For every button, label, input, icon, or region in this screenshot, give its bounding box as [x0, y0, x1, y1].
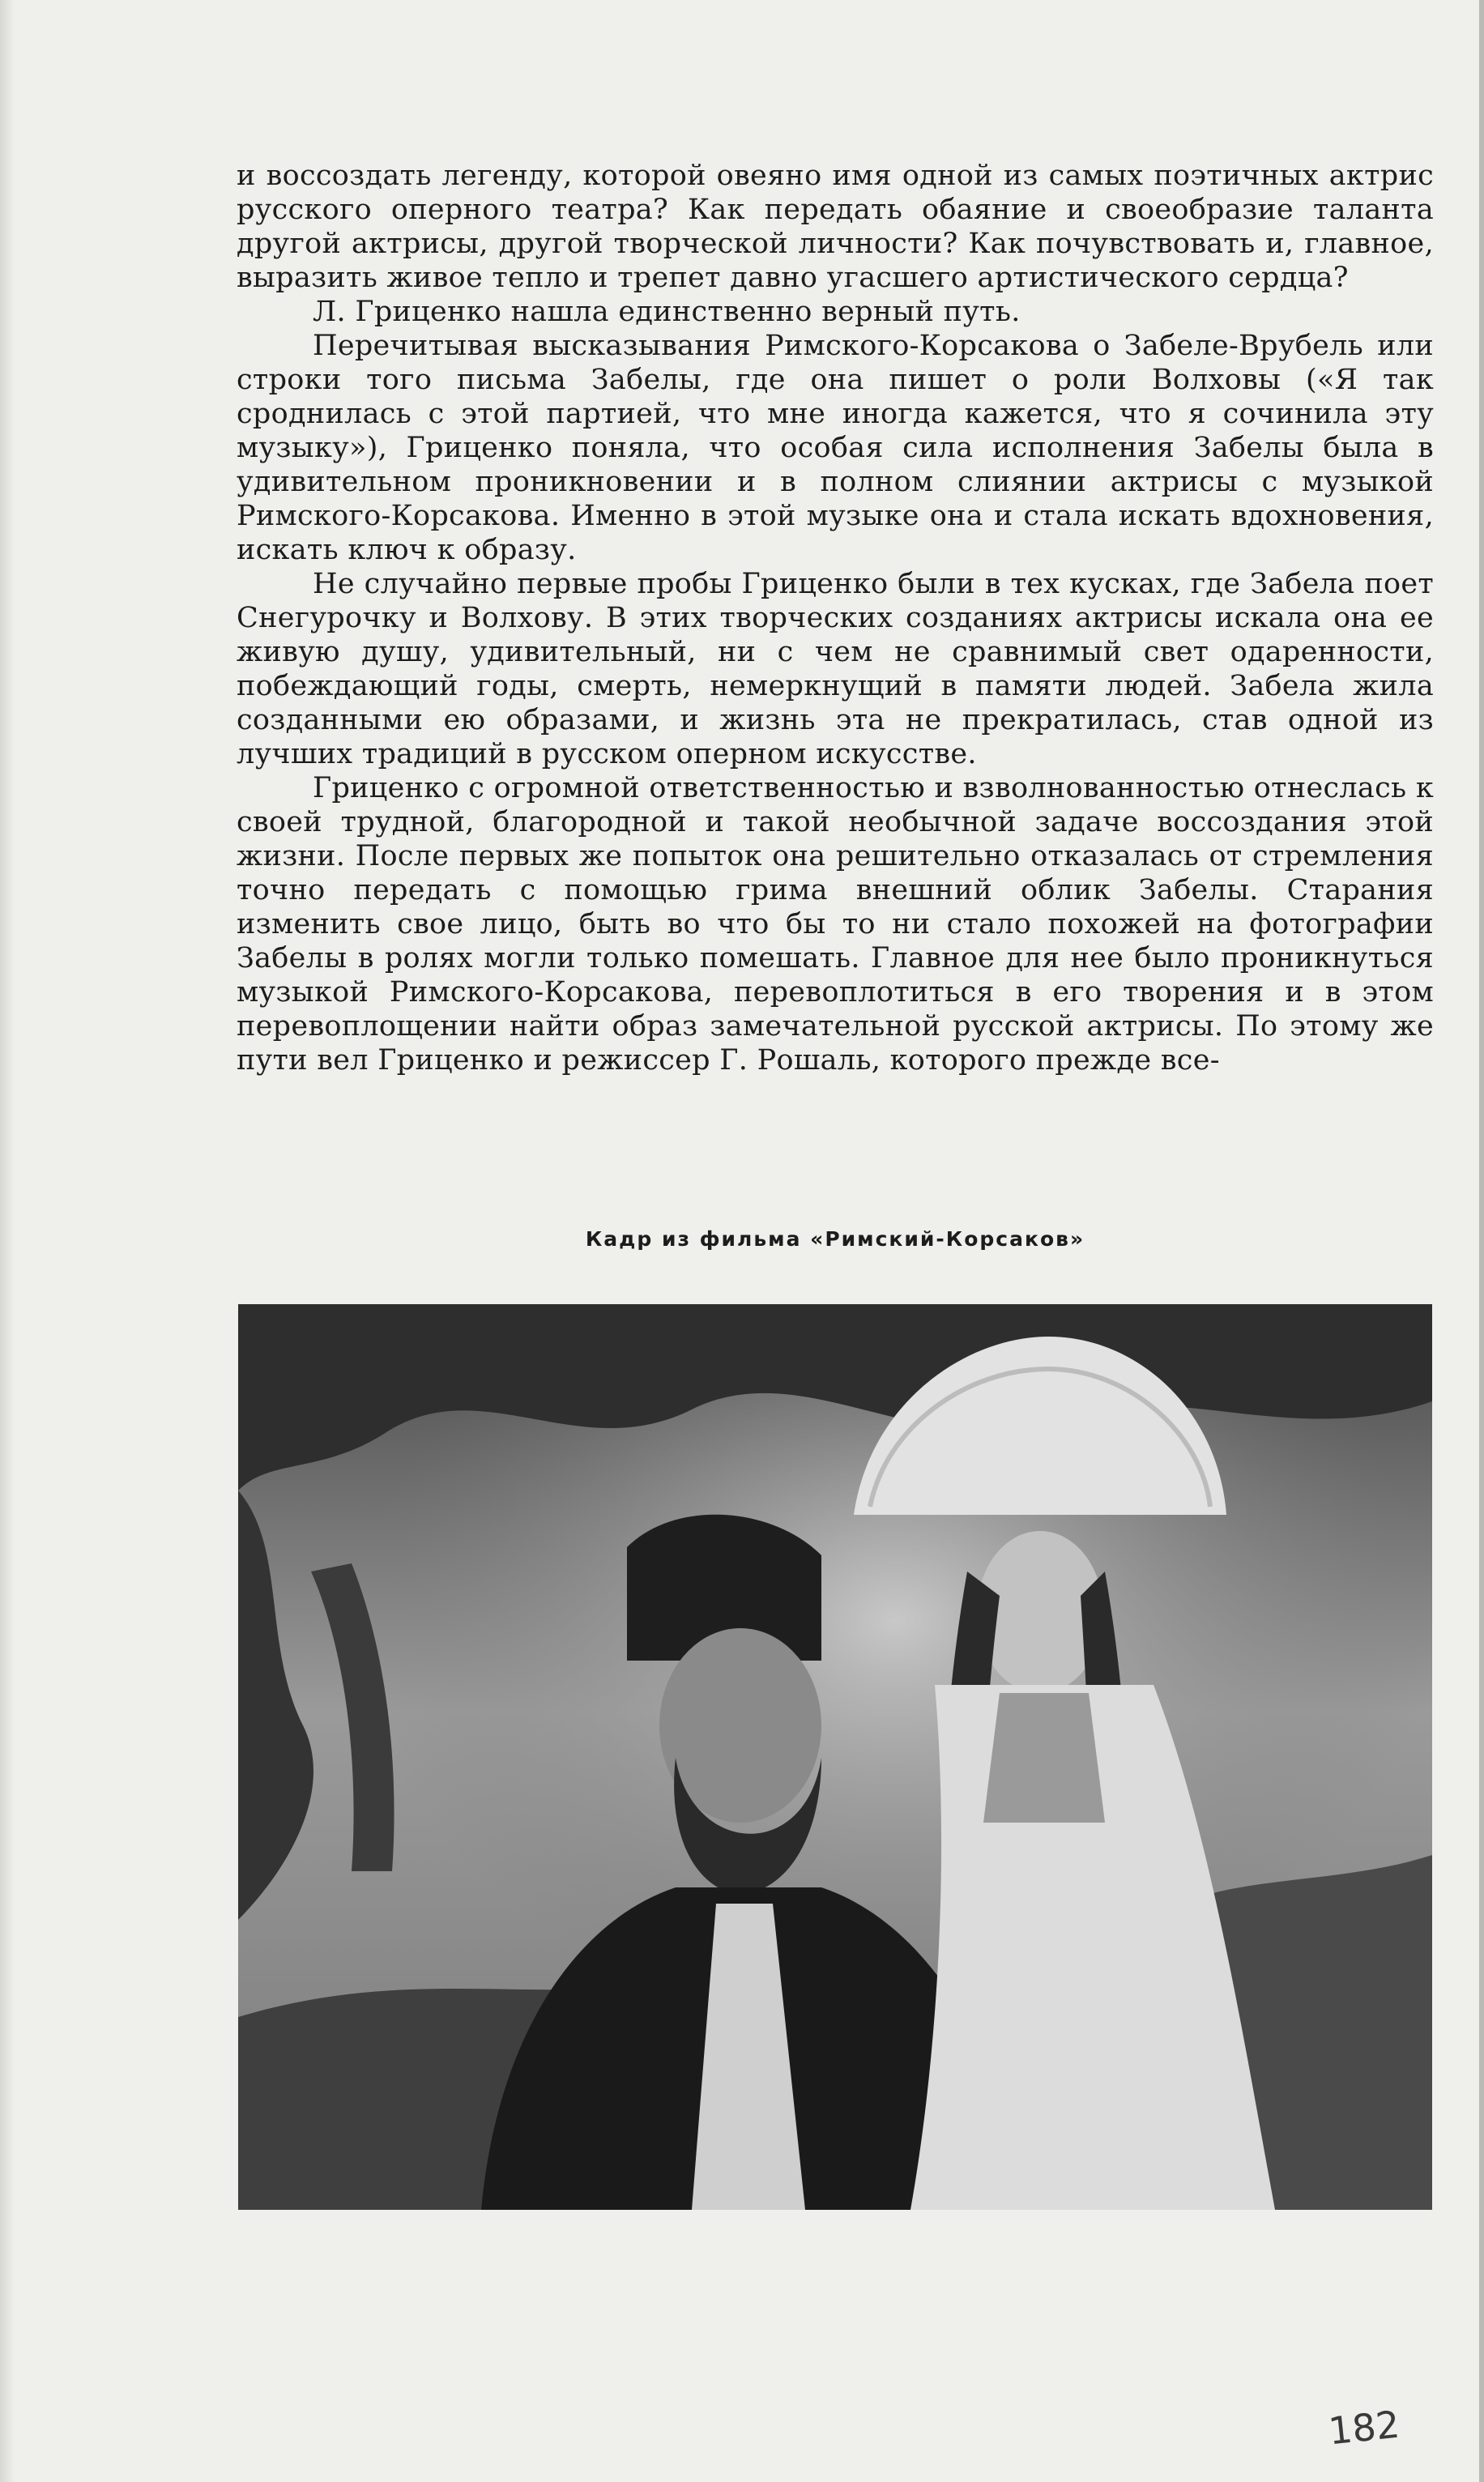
paragraph-4: Не случайно первые пробы Гриценко были в тех кусках, где Забела поет Снегурочку и Волхову. В этих творческих созданиях актрисы искала она ее живую душу, удивительный, ни с чем не сравнимый свет одаренности, побеждающий годы, смерть, немеркнущий в памяти людей. Забела жила созданными ею образами, и жизнь эта не прекратилась, став одной из лучших традиций в русском оперном искусстве.: [237, 568, 1434, 770]
paragraph-5: Гриценко с огромной ответственностью и взволнованностью отнеслась к своей трудной, благородной и такой необычной задаче воссоздания этой жизни. После первых же попыток она решительно отказалась от стремления точно передать с помощью грима внешний облик Забелы. Старания изменить свое лицо, быть во что бы то ни стало похожей на фотографии Забелы в ролях могли только помешать. Главное для нее было проникнуться музыкой Римского-Корсакова, перевоплотиться в его творения и в этом перевоплощении найти образ замечательной русской актрисы. По этому же пути вел Гриценко и режиссер Г. Рошаль, которого прежде все-: [237, 772, 1434, 1077]
photo-illustration: [238, 1304, 1432, 2210]
film-still-photo: [238, 1304, 1432, 2210]
paragraph-1: и воссоздать легенду, которой овеяно имя одной из самых поэтичных актрис русского оперного театра? Как передать обаяние и своеобразие таланта другой актрисы, другой творческой личности? Как почувствовать и, главное, выразить живое тепло и трепет давно угасшего артистического сердца?: [237, 160, 1434, 294]
scan-border: [1479, 0, 1484, 2482]
paragraph-3: Перечитывая высказывания Римского-Корсакова о Забеле-Врубель или строки того письма Забелы, где она пишет о роли Волховы («Я так сроднилась с этой партией, что мне иногда кажется, что я сочинила эту музыку»), Гриценко поняла, что особая сила исполнения Забелы была в удивительном проникновении и в полном слиянии актрисы с музыкой Римского-Корсакова. Именно в этой музыке она и стала искать вдохновения, искать ключ к образу.: [237, 330, 1434, 566]
page-edge-shadow: [0, 0, 15, 2482]
photo-caption: Кадр из фильма «Римский-Корсаков»: [585, 1227, 1085, 1251]
article-text: [237, 159, 1434, 1077]
paragraph-2: Л. Гриценко нашла единственно верный путь.: [313, 296, 1021, 328]
handwritten-page-number: 182: [1326, 2402, 1402, 2454]
